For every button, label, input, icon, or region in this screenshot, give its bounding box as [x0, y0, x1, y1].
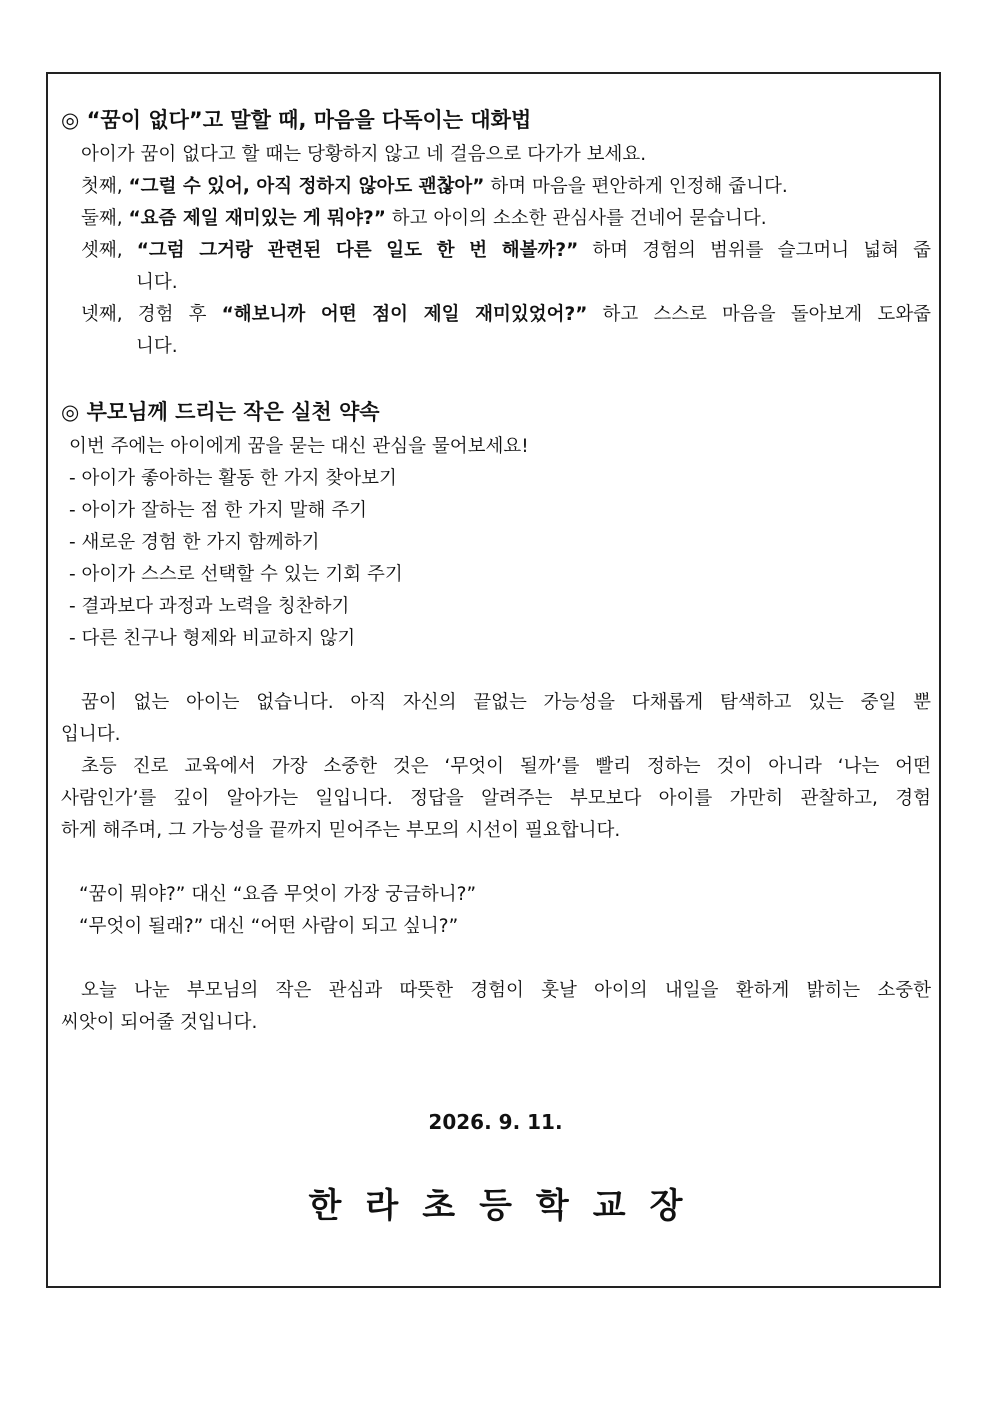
- document-date: 2026. 9. 11.: [428, 1110, 563, 1134]
- quote-line-2: “무엇이 될래?” 대신 “어떤 사람이 되고 싶니?”: [79, 916, 459, 937]
- list-item: - 아이가 스스로 선택할 수 있는 기회 주기: [69, 564, 403, 585]
- closing-paragraph-1-cont: 입니다.: [61, 724, 121, 745]
- section2-intro: 이번 주에는 아이에게 꿈을 묻는 대신 관심을 물어보세요!: [69, 436, 529, 457]
- list-item: - 다른 친구나 형제와 비교하지 않기: [69, 628, 356, 649]
- list-item: - 아이가 좋아하는 활동 한 가지 찾아보기: [69, 468, 397, 489]
- principal-signature: 한라초등학교장: [308, 1186, 707, 1226]
- step-fourth-continued: 니다.: [136, 336, 178, 357]
- list-item: - 새로운 경험 한 가지 함께하기: [69, 532, 320, 553]
- quote-line-1: “꿈이 뭐야?” 대신 “요즘 무엇이 가장 궁금하니?”: [79, 884, 477, 905]
- step-second: 둘째, “요즘 제일 재미있는 게 뭐야?” 하고 아이의 소소한 관심사를 건네어 묻습니다.: [81, 208, 767, 229]
- document-frame: [46, 72, 941, 1288]
- step-third-continued: 니다.: [136, 272, 178, 293]
- closing-paragraph-2: 초등 진로 교육에서 가장 소중한 것은 ‘무엇이 될까’를 빨리 정하는 것이 아니라 ‘나는 어떤: [81, 756, 932, 777]
- list-item: - 결과보다 과정과 노력을 칭찬하기: [69, 596, 350, 617]
- step-third: 셋째, “그럼 그거랑 관련된 다른 일도 한 번 해볼까?” 하며 경험의 범위를 슬그머니 넓혀 줍: [81, 240, 931, 261]
- step-fourth: 넷째, 경험 후 “해보니까 어떤 점이 제일 재미있었어?” 하고 스스로 마음을 돌아보게 도와줍: [81, 304, 931, 325]
- closing-paragraph-2-end: 하게 해주며, 그 가능성을 끝까지 믿어주는 부모의 시선이 필요합니다.: [61, 820, 621, 841]
- step-first: 첫째, “그럴 수 있어, 아직 정하지 않아도 괜찮아” 하며 마음을 편안하게 인정해 줍니다.: [81, 176, 788, 197]
- closing-paragraph-2-cont: 사람인가’를 깊이 알아가는 일입니다. 정답을 알려주는 부모보다 아이를 가만히 관찰하고, 경험: [61, 788, 931, 809]
- closing-paragraph-3-cont: 씨앗이 되어줄 것입니다.: [61, 1012, 258, 1033]
- closing-paragraph-1: 꿈이 없는 아이는 없습니다. 아직 자신의 끝없는 가능성을 다채롭게 탐색하고 있는 중일 뿐: [81, 692, 931, 713]
- list-item: - 아이가 잘하는 점 한 가지 말해 주기: [69, 500, 368, 521]
- section1-intro: 아이가 꿈이 없다고 할 때는 당황하지 않고 네 걸음으로 다가가 보세요.: [81, 144, 647, 165]
- closing-paragraph-3: 오늘 나눈 부모님의 작은 관심과 따뜻한 경험이 훗날 아이의 내일을 환하게 밝히는 소중한: [81, 980, 931, 1001]
- section2-heading: ◎ 부모님께 드리는 작은 실천 약속: [61, 400, 380, 424]
- section1-heading: ◎ “꿈이 없다”고 말할 때, 마음을 다독이는 대화법: [61, 108, 532, 132]
